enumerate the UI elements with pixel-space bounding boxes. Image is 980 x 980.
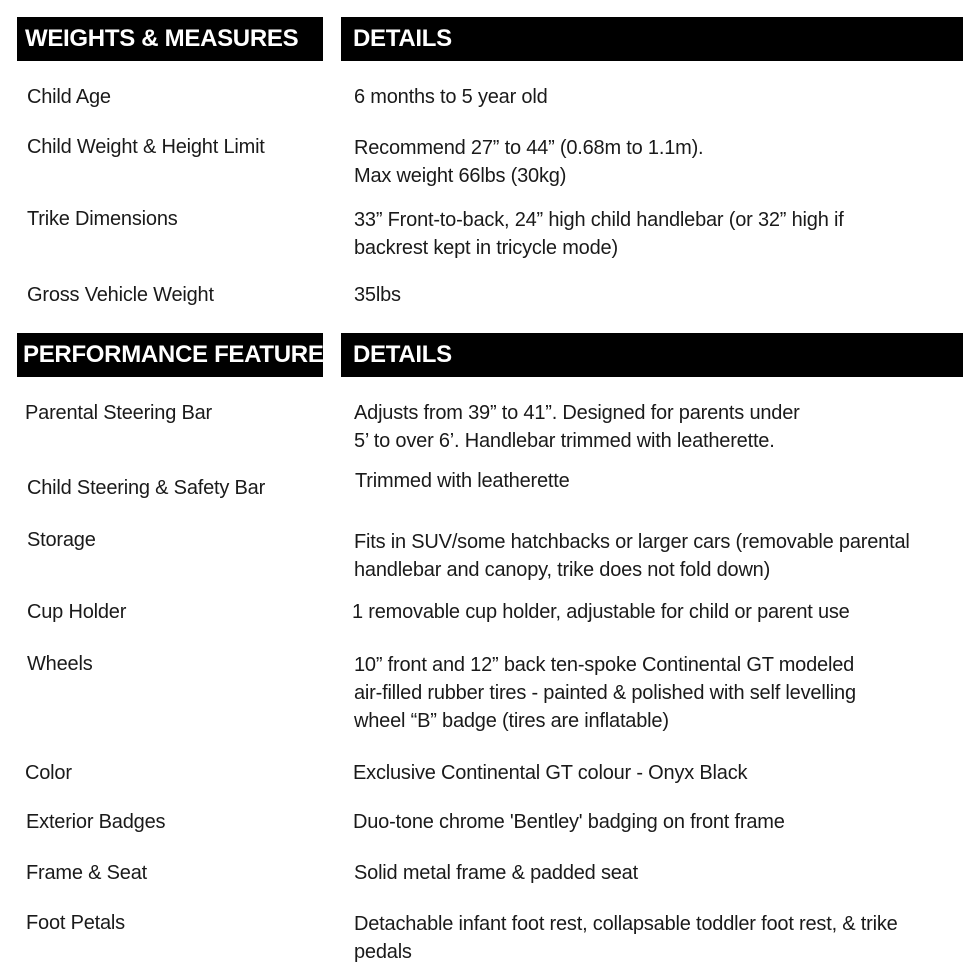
spec-label-gross-vehicle-weight: Gross Vehicle Weight — [27, 284, 214, 306]
spec-value-wheels — [354, 651, 954, 735]
spec-value-color: Exclusive Continental GT colour - Onyx Black — [353, 762, 748, 784]
spec-label-parental-steering-bar: Parental Steering Bar — [25, 402, 213, 424]
spec-value-line: Max weight 66lbs (30kg) — [354, 165, 567, 187]
spec-value-storage — [354, 528, 954, 584]
spec-value-line: Fits in SUV/some hatchbacks or larger cars (removable parental — [354, 531, 910, 553]
spec-label-wheels: Wheels — [27, 653, 93, 675]
spec-label-child-steering-safety-bar: Child Steering & Safety Bar — [27, 477, 266, 499]
spec-value-exterior-badges: Duo-tone chrome 'Bentley' badging on front frame — [353, 811, 785, 833]
spec-value-line: backrest kept in tricycle mode) — [354, 237, 618, 259]
spec-value-line: Recommend 27” to 44” (0.68m to 1.1m). — [354, 137, 704, 159]
spec-value-parental-steering-bar — [354, 399, 954, 455]
spec-value-frame-seat: Solid metal frame & padded seat — [354, 862, 638, 884]
spec-value-line: 5’ to over 6’. Handlebar trimmed with leatherette. — [354, 430, 775, 452]
spec-value-trike-dimensions — [354, 206, 954, 262]
spec-value-line: pedals — [354, 941, 412, 963]
performance-features-header: PERFORMANCE FEATURES — [17, 333, 323, 377]
spec-value-line: Detachable infant foot rest, collapsable toddler foot rest, & trike — [354, 913, 898, 935]
spec-label-exterior-badges: Exterior Badges — [26, 811, 166, 833]
spec-value-line: 10” front and 12” back ten-spoke Continental GT modeled — [354, 654, 855, 676]
weights-details-header: DETAILS — [341, 17, 963, 61]
spec-value-foot-petals — [354, 910, 954, 966]
spec-value-gross-vehicle-weight: 35lbs — [354, 284, 401, 306]
spec-value-cup-holder: 1 removable cup holder, adjustable for child or parent use — [352, 601, 850, 623]
spec-value-line: wheel “B” badge (tires are inflatable) — [354, 710, 669, 732]
spec-label-cup-holder: Cup Holder — [27, 601, 127, 623]
spec-value-line: handlebar and canopy, trike does not fold down) — [354, 559, 771, 581]
spec-label-weight-height-limit: Child Weight & Height Limit — [27, 136, 265, 158]
spec-label-foot-petals: Foot Petals — [26, 912, 125, 934]
spec-value-child-steering-safety-bar: Trimmed with leatherette — [355, 470, 570, 492]
spec-value-line: 33” Front-to-back, 24” high child handlebar (or 32” high if — [354, 209, 844, 231]
spec-value-line: Adjusts from 39” to 41”. Designed for parents under — [354, 402, 800, 424]
spec-label-child-age: Child Age — [27, 86, 111, 108]
spec-value-child-age: 6 months to 5 year old — [354, 86, 548, 108]
spec-label-trike-dimensions: Trike Dimensions — [27, 208, 178, 230]
spec-value-weight-height-limit — [354, 134, 954, 190]
spec-value-line: air-filled rubber tires - painted & polished with self levelling — [354, 682, 856, 704]
spec-label-storage: Storage — [27, 529, 96, 551]
spec-label-frame-seat: Frame & Seat — [26, 862, 147, 884]
performance-details-header: DETAILS — [341, 333, 963, 377]
spec-label-color: Color — [25, 762, 72, 784]
weights-measures-header: WEIGHTS & MEASURES — [17, 17, 323, 61]
